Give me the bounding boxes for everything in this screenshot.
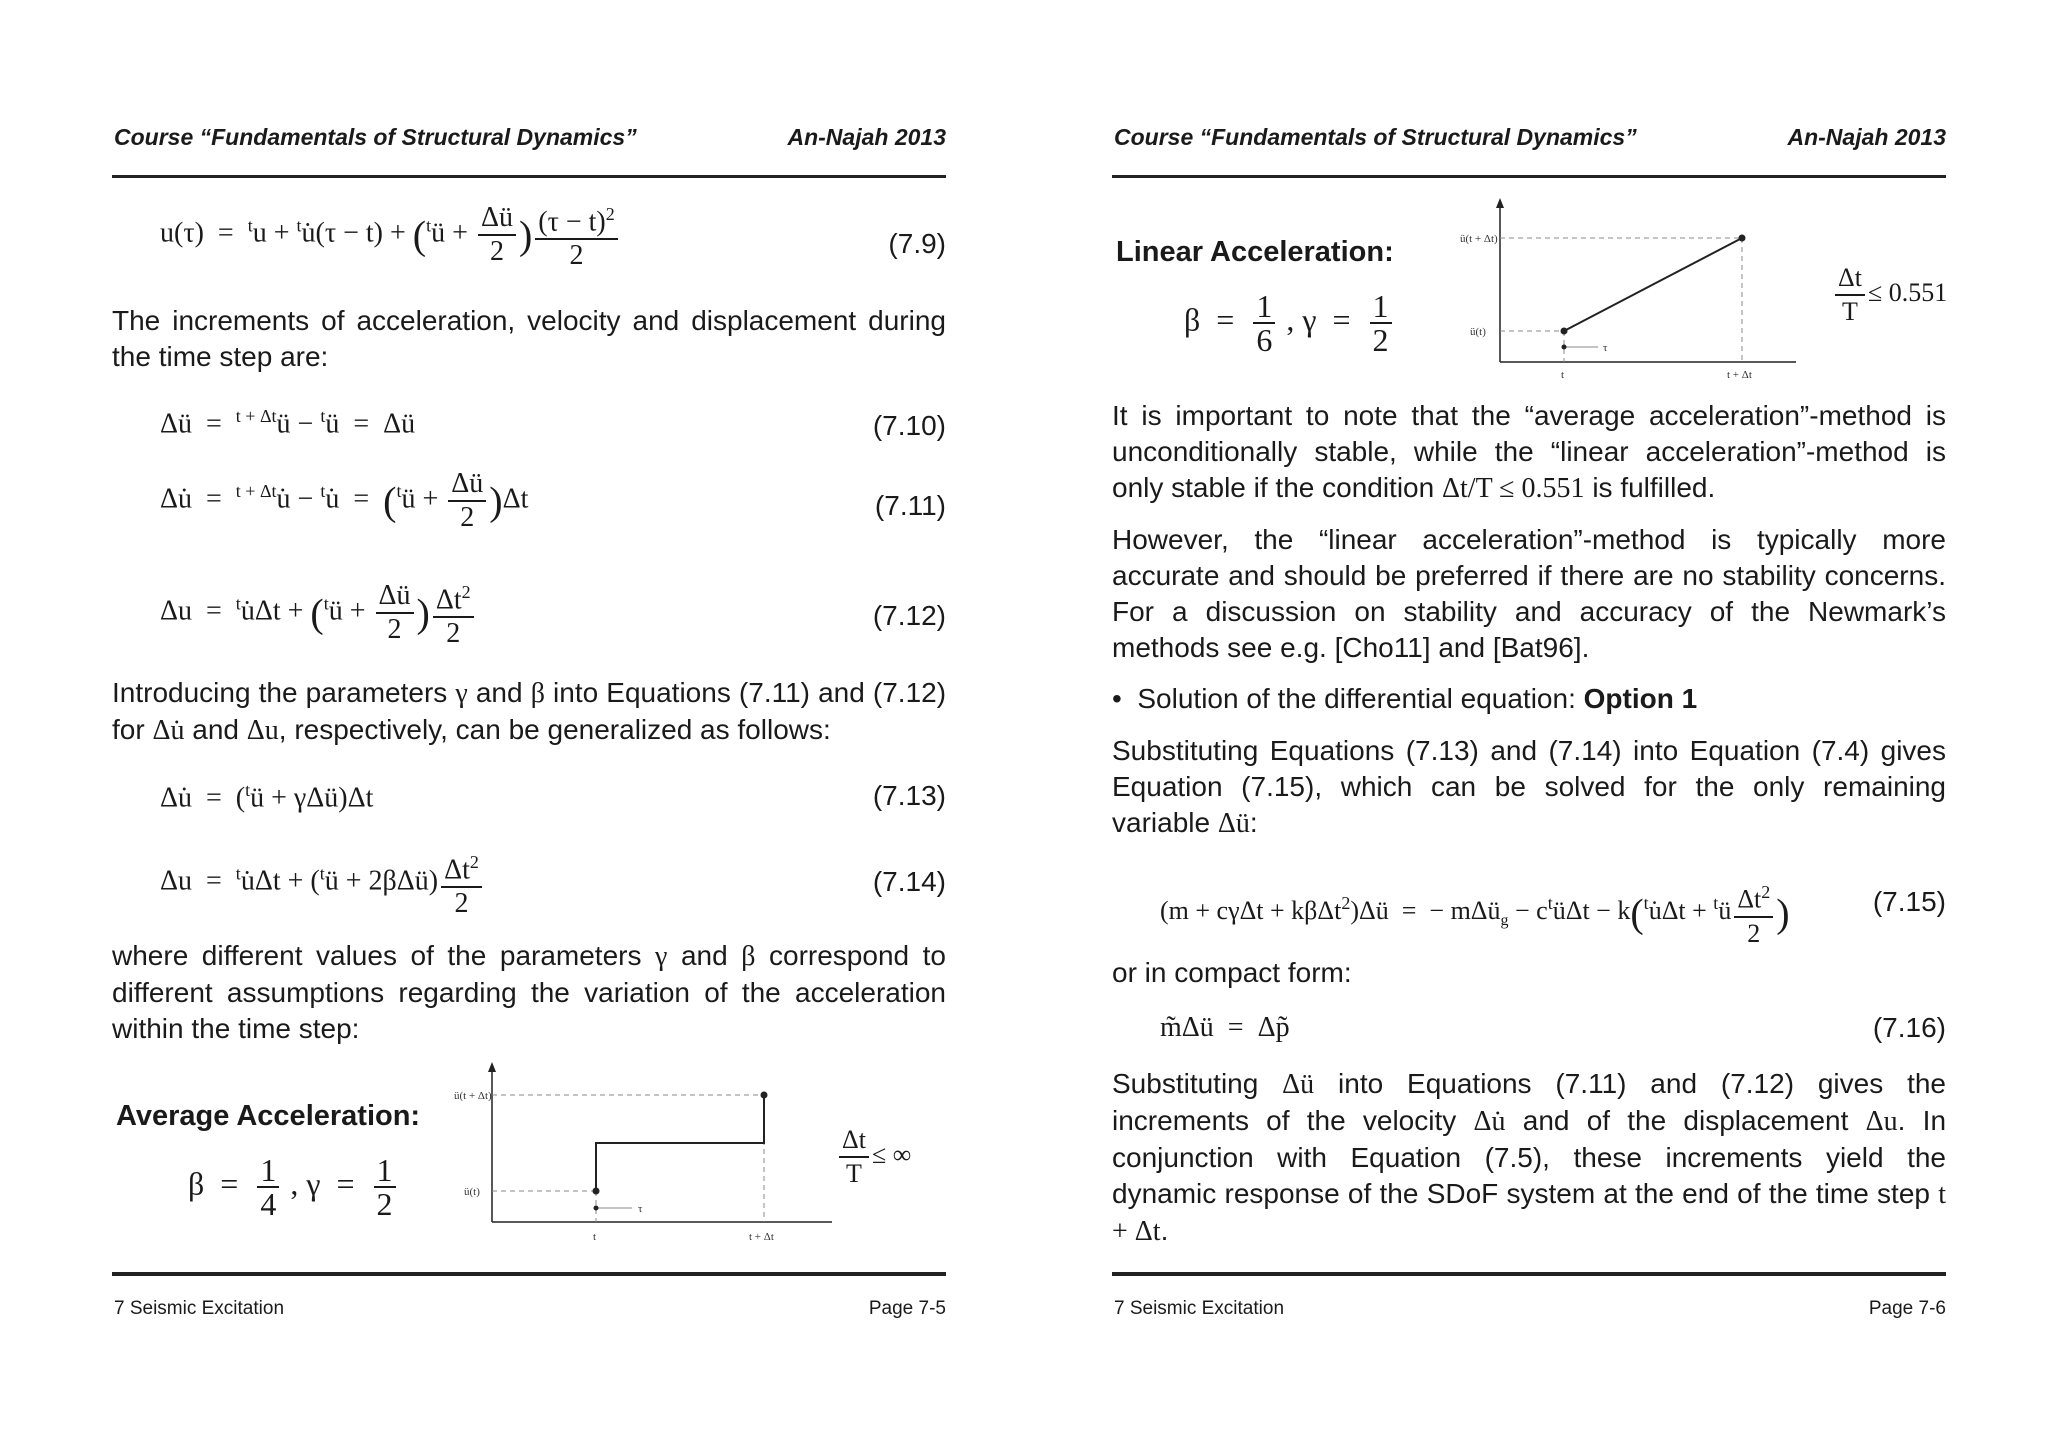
text: Substituting Equations (7.13) and (7.14) into Equation (7.4) gives Equation (7.15), which can be solved for the only remaining variable — [1112, 735, 1946, 838]
footer-rule — [112, 1272, 946, 1276]
course-title: Course “Fundamentals of Structural Dynamics” — [114, 124, 637, 150]
equation-number: (7.14) — [872, 866, 946, 897]
left-page — [112, 0, 946, 1448]
institution: An-Najah 2013 — [787, 124, 946, 150]
text: and of the displacement — [1522, 1105, 1849, 1136]
paragraph: The increments of acceleration, velocity and displacement during the time step are: — [112, 305, 946, 372]
start-point — [1561, 328, 1568, 335]
acceleration-line — [1564, 238, 1742, 331]
gamma-numerator: 1 — [1370, 290, 1392, 324]
x-left-label: t — [593, 1231, 597, 1243]
start-point — [593, 1188, 600, 1195]
text: Solution of the differential equation: — [1137, 683, 1576, 714]
text: where different values of the parameters — [112, 940, 642, 971]
y-axis-arrow — [488, 1062, 496, 1072]
linear-acceleration-params: β = $\frac{1}{6}$ , γ = $\frac{1}{2}$ — [1184, 290, 1395, 356]
beta-denominator: 4 — [260, 1186, 277, 1222]
equation-number: (7.10) — [872, 410, 946, 441]
equation-number: (7.12) — [872, 600, 946, 631]
bullet-dot: • — [1112, 683, 1138, 714]
text: , respectively, can be generalized as follows: — [278, 714, 831, 745]
linear-acceleration-label: Linear Acceleration: — [1116, 236, 1394, 268]
acceleration-step — [596, 1095, 764, 1191]
x-right-label: t + Δt — [1727, 369, 1752, 381]
text: is fulfilled. — [1592, 472, 1716, 503]
y-axis-arrow — [1496, 198, 1504, 208]
paragraph: Introducing the parameters γ and β into Equations (7.11) and (7.12) for Δu̇ and Δu, respectively, can be generalized as follows: — [112, 677, 947, 746]
y-bottom-label: ü(t) — [464, 1186, 480, 1198]
end-point — [1739, 235, 1746, 242]
equation-number: (7.9) — [888, 228, 946, 259]
linear-acceleration-condition: $\frac{\Delta t}{T}$ ≤ 0.551 — [1832, 262, 1947, 328]
tau-origin — [1562, 345, 1567, 350]
x-left-label: t — [1561, 369, 1565, 381]
beta-denominator: 6 — [1256, 322, 1273, 358]
header-rule — [1112, 175, 1946, 178]
equation-7-11: Δu̇ = $^{t + \Delta t}$u̇ − $^t$u̇ = ($^t$ü + $\frac{\Delta ü}{2}$ )Δt — [160, 468, 529, 533]
condition-limit: ≤ ∞ — [871, 1139, 912, 1169]
text: correspond to different assumptions regarding the variation of the acceleration within the time step: — [112, 940, 946, 1044]
stability-condition: Δt/T ≤ 0.551 — [1442, 473, 1585, 504]
equation-7-9: u(τ) = $^t$u + $^t$u̇(τ − t) + ($^t$ü + $\frac{\Delta ü}{2}$ ) $\frac{(\tau - t)^2}{2}$ — [160, 198, 621, 272]
page-number: Page 7-6 — [1868, 1298, 1946, 1319]
tau-label: τ — [638, 1203, 643, 1215]
gamma-numerator: 1 — [374, 1154, 396, 1188]
equation-number: (7.15) — [1872, 886, 1946, 917]
tau-label: τ — [1603, 342, 1608, 354]
bold-text: Option 1 — [1583, 683, 1698, 714]
paragraph: However, the “linear acceleration”-method is typically more accurate and should be preferred if there are no stability concerns. For a discussion on stability and accuracy of the Newmark’s methods see e.g. [Cho11] and [Bat96]. — [1112, 524, 1946, 663]
footer-section: 7 Seismic Excitation — [1114, 1298, 1285, 1319]
paragraph: or in compact form: — [1112, 957, 1352, 988]
tau-origin — [594, 1206, 599, 1211]
average-acceleration-condition: $\frac{\Delta t}{T}$ ≤ ∞ — [836, 1124, 911, 1190]
paragraph: where different values of the parameters γ and β correspond to different assumptions regarding the variation of the acceleration within the time step: — [112, 940, 946, 1044]
x-right-label: t + Δt — [749, 1231, 774, 1243]
y-bottom-label: ü(t) — [1470, 326, 1486, 338]
text: Substituting — [1112, 1068, 1259, 1099]
text: and — [680, 940, 728, 971]
paragraph: Substituting Δü into Equations (7.11) and (7.12) gives the increments of the velocity Δu̇ and of the displacement Δu. In conjunction with Equation (7.5), these increments yield the dynamic response of the SDoF system at the end of the time step t + Δt. — [1112, 1068, 1947, 1247]
equation-7-10: Δü = $^{t + \Delta t}$ü − $^t$ü = Δü — [160, 406, 416, 440]
linear-acceleration-plot — [1460, 196, 1800, 386]
bullet-item — [1112, 681, 1946, 717]
course-title: Course “Fundamentals of Structural Dynamics” — [1114, 124, 1637, 150]
text: Introducing the parameters — [112, 677, 448, 708]
text: into Equations (7.11) and (7.12) for — [112, 677, 947, 745]
paragraph — [1112, 398, 1946, 507]
equation-7-15: (m + cγΔt + kβΔt$^2$)Δü = − mΔü$_g$ − $c^tü\Delta t$ − k($^t$u̇Δt + $^t$ü $\frac{\Delta t^2}{2}$ ) — [1160, 876, 1790, 950]
beta-numerator: 1 — [1253, 290, 1275, 324]
paragraph: Substituting Equations (7.13) and (7.14) into Equation (7.4) gives Equation (7.15), which can be solved for the only remaining variable Δü: — [1112, 735, 1946, 839]
gamma-denominator: 2 — [376, 1186, 393, 1222]
equation-number: (7.11) — [874, 490, 946, 521]
gamma-denominator: 2 — [1372, 322, 1389, 358]
text: It is important to note that the “average acceleration”-method is unconditionally stable, while the “linear acceleration”-method is only stable if the condition — [1112, 400, 1946, 503]
condition-limit: ≤ 0.551 — [1867, 277, 1948, 307]
page-number: Page 7-5 — [868, 1298, 946, 1319]
institution: An-Najah 2013 — [1787, 124, 1946, 150]
equation-number: (7.13) — [872, 780, 946, 811]
equation-number: (7.16) — [1872, 1012, 1946, 1043]
page-header — [112, 124, 946, 158]
page-header — [1112, 124, 1946, 158]
equation-7-14: Δu = $^t$u̇Δt + ($^t$ü + 2βΔü) $\frac{\Delta t^2}{2}$ — [160, 846, 485, 920]
average-acceleration-params: β = $\frac{1}{4}$ , γ = $\frac{1}{2}$ — [188, 1154, 399, 1220]
beta-numerator: 1 — [257, 1154, 279, 1188]
equation-7-12: Δu = $^t$u̇Δt + ($^t$ü + $\frac{\Delta ü}{2}$ ) $\frac{\Delta t^2}{2}$ — [160, 576, 477, 650]
text: into Equations (7.11) and (7.12) gives the increments of the velocity — [1112, 1068, 1946, 1136]
average-acceleration-label: Average Acceleration: — [116, 1100, 421, 1132]
equation-7-13: Δu̇ = ($^t$ü + γΔü)Δt — [160, 780, 374, 814]
header-rule — [112, 175, 946, 178]
text: and — [475, 677, 523, 708]
end-point — [761, 1092, 768, 1099]
footer-rule — [1112, 1272, 1946, 1276]
text: . In conjunction with Equation (7.5), these increments yield the dynamic response of the SDoF system at the end of the time step — [1112, 1105, 1947, 1209]
equation-7-16: m̃Δü = Δp̃ — [1160, 1012, 1290, 1043]
footer-section: 7 Seismic Excitation — [114, 1298, 285, 1319]
text: and — [192, 714, 239, 745]
y-top-label: ü(t + Δt) — [454, 1090, 492, 1102]
y-top-label: ü(t + Δt) — [1460, 233, 1498, 245]
right-page — [1112, 0, 1946, 1448]
